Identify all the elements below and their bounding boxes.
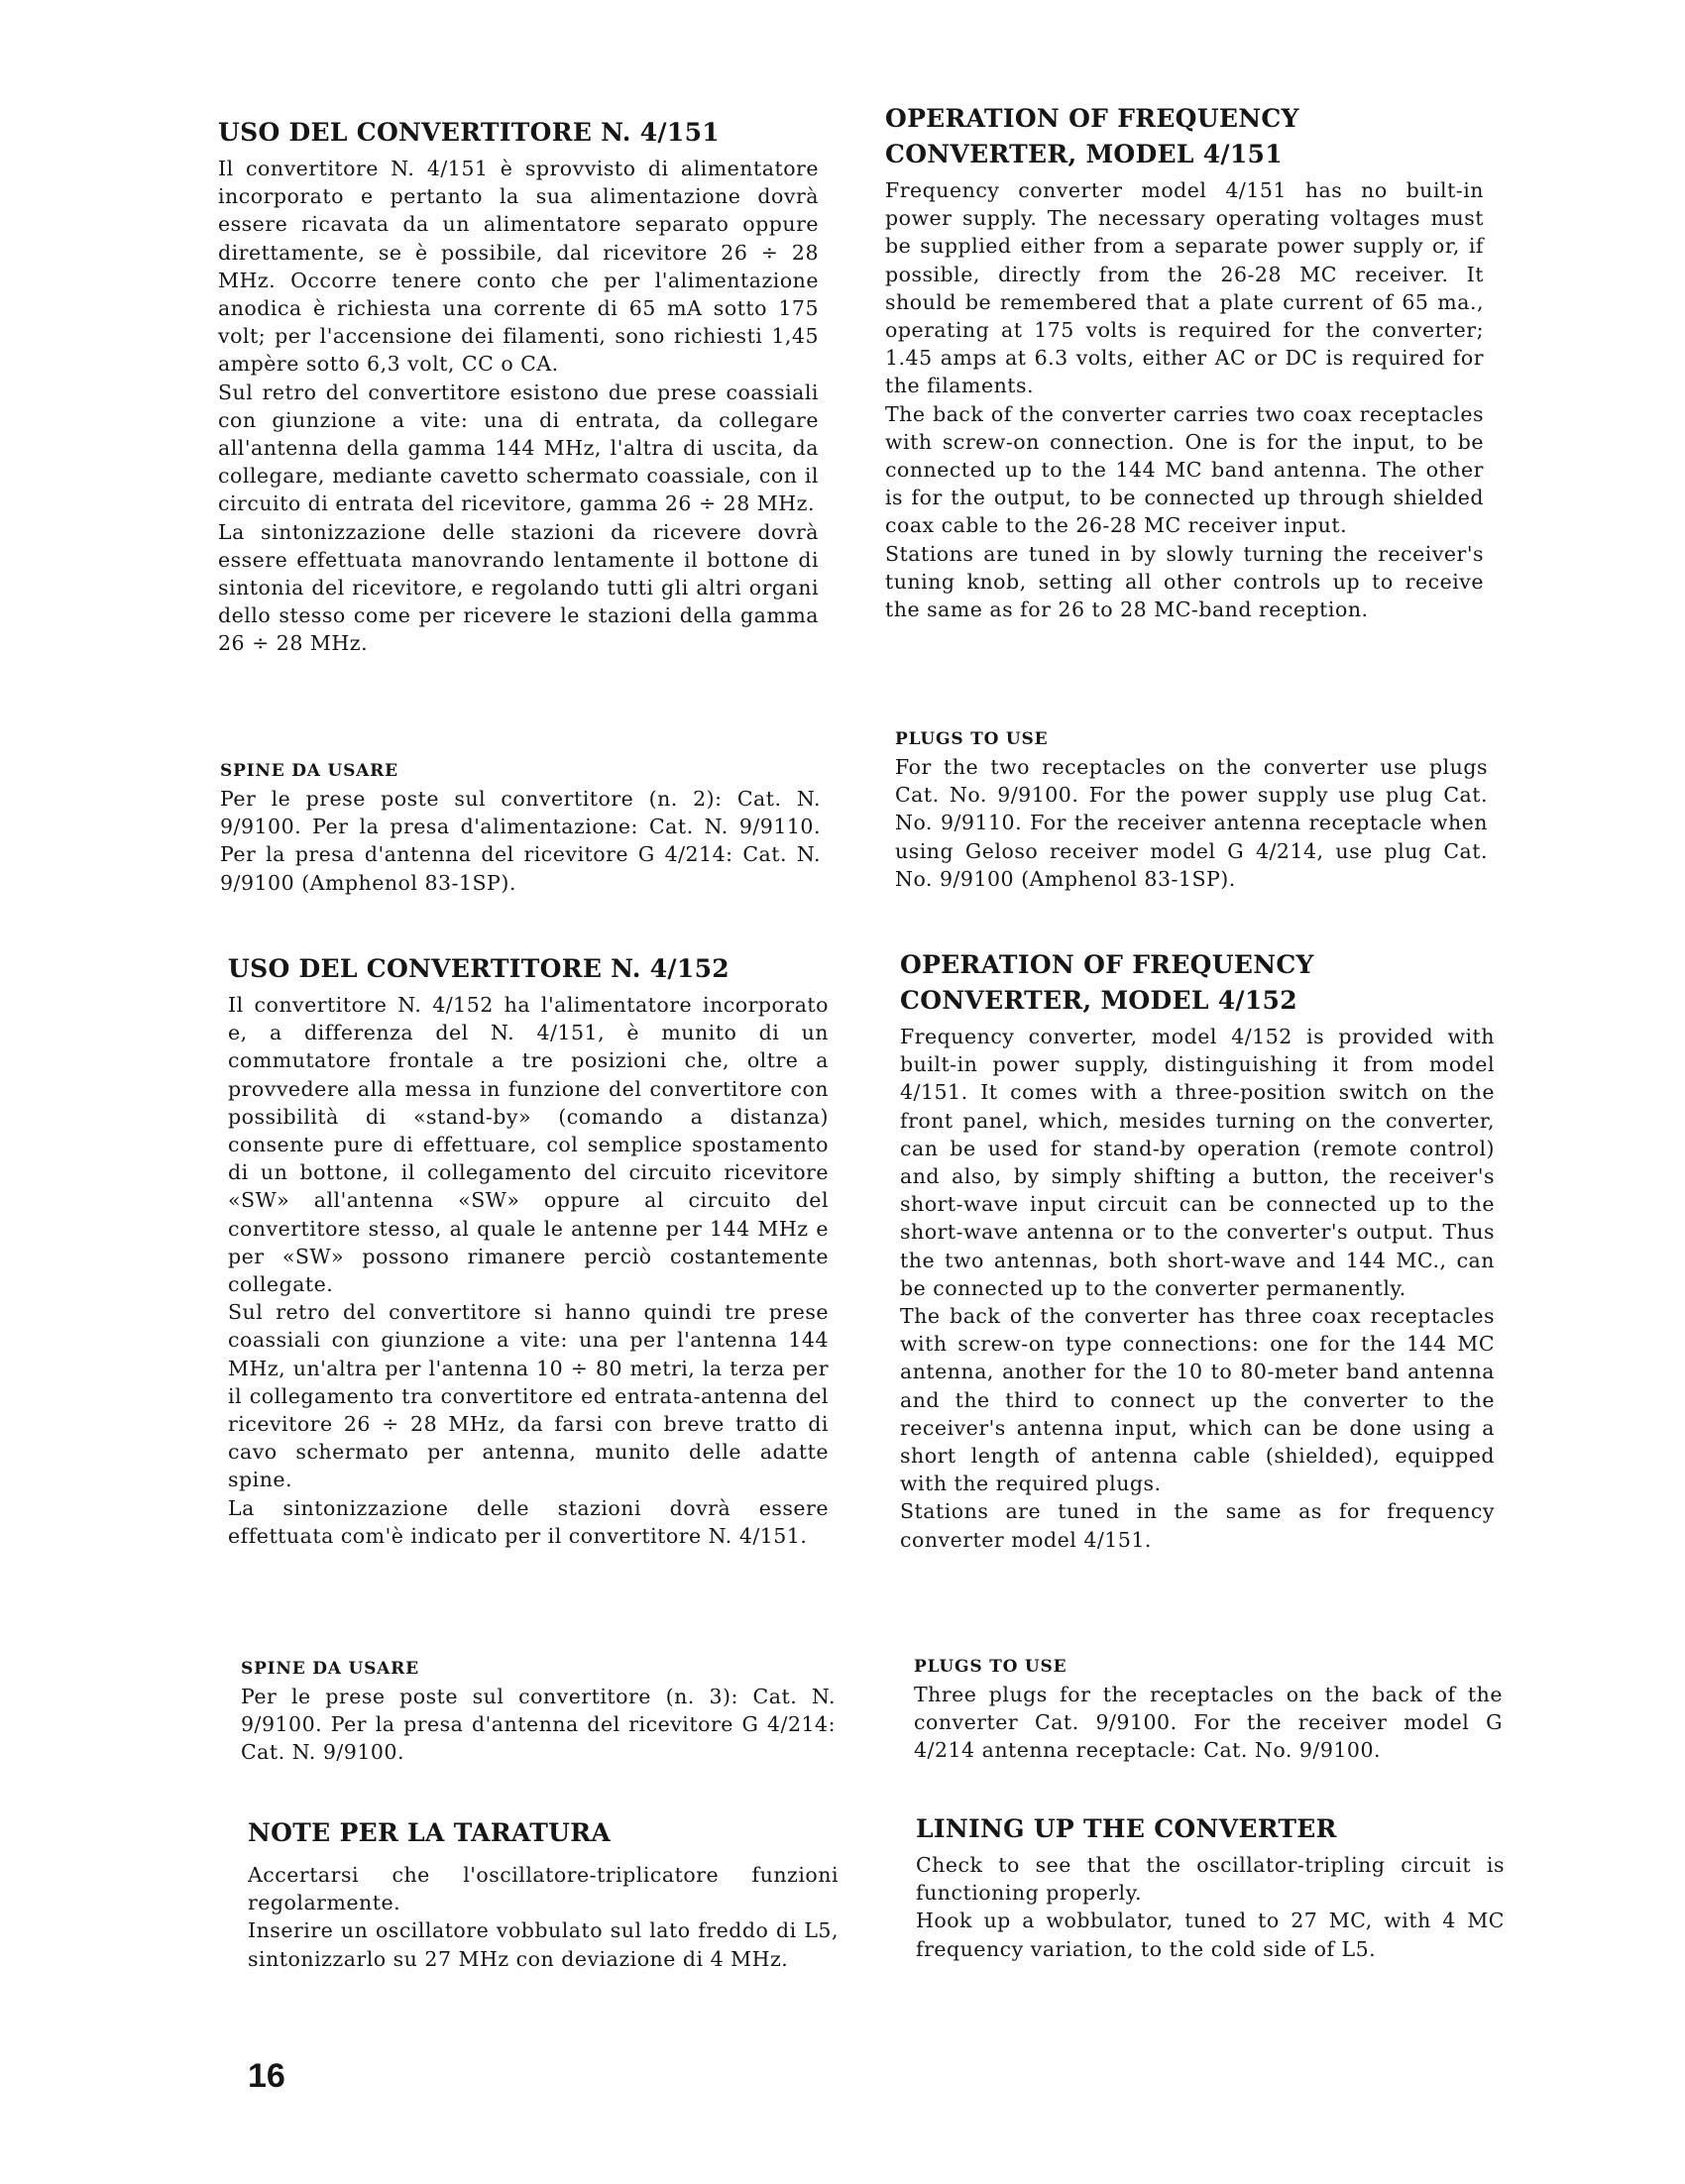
- paragraph: Per le prese poste sul convertitore (n. 3): Cat. N. 9/9100. Per la presa d'antenna del ricevitore G 4/214: Cat. N. 9/9100.: [241, 1685, 836, 1765]
- paragraph: Stations are tuned in by slowly turning the receiver's tuning knob, setting all other controls up to receive the same as for 26 to 28 MC-band reception.: [885, 541, 1484, 622]
- paragraph: Sul retro del convertitore esistono due prese coassiali con giunzione a vite: una di entrata, da collegare all'antenna della gamma 144 MHz, l'altra di uscita, da collegare, mediante cavetto schermato coassiale, con il circuito di entrata del ricevitore, gamma 26 ÷ 28 MHz.: [218, 380, 819, 516]
- section-operation-4-152: [900, 947, 1495, 1554]
- subsection-title: PLUGS TO USE: [895, 729, 1049, 749]
- section-note-taratura: [248, 1815, 839, 1973]
- section-title: LINING UP THE CONVERTER: [916, 1814, 1337, 1843]
- paragraph: The back of the converter has three coax receptacles with screw-on type connections: one for the 144 MC antenna, another for the 10 to 80-meter band antenna and the third to connect up the converter to the receiver's antenna input, which can be done using a short length of antenna cable (shielded), equipped with the required plugs.: [900, 1304, 1495, 1496]
- paragraph: Frequency converter model 4/151 has no built-in power supply. The necessary operating voltages must be supplied either from a separate power supply or, if possible, directly from the 26-28 MC receiver. It should be remembered that a plate current of 65 ma., operating at 175 volts is required for the converter; 1.45 amps at 6.3 volts, either AC or DC is required for the filaments.: [885, 178, 1484, 398]
- paragraph: Inserire un oscillatore vobbulato sul lato freddo di L5, sintonizzarlo su 27 MHz con deviazione di 4 MHz.: [248, 1918, 839, 1971]
- paragraph: La sintonizzazione delle stazioni dovrà essere effettuata com'è indicato per il convertitore N. 4/151.: [228, 1495, 829, 1548]
- page-number: 16: [248, 2057, 285, 2095]
- section-operation-4-151: [885, 101, 1484, 623]
- section-title-line2: CONVERTER, MODEL 4/151: [885, 140, 1283, 168]
- paragraph: Check to see that the oscillator-tripling circuit is functioning properly.: [916, 1853, 1505, 1906]
- subsection-spine-4-152: [241, 1657, 836, 1767]
- subsection-title: SPINE DA USARE: [220, 761, 398, 781]
- paragraph: La sintonizzazione delle stazioni da ricevere dovrà essere effettuata manovrando lentamente il bottone di sintonia del ricevitore, e regolando tutti gli altri organi dello stesso come per ricevere le stazioni della gamma 26 ÷ 28 MHz.: [218, 519, 819, 656]
- section-title-line2: CONVERTER, MODEL 4/152: [900, 986, 1297, 1015]
- paragraph: Per le prese poste sul convertitore (n. 2): Cat. N. 9/9100. Per la presa d'alimentazione: Cat. N. 9/9110. Per la presa d'antenna del ricevitore G 4/214: Cat. N. 9/9100 (Amphenol 83-1SP).: [220, 787, 821, 895]
- subsection-title: SPINE DA USARE: [241, 1659, 419, 1679]
- section-title-line1: OPERATION OF FREQUENCY: [900, 950, 1314, 979]
- paragraph: Hook up a wobbulator, tuned to 27 MC, with 4 MC frequency variation, to the cold side of L5.: [916, 1909, 1505, 1961]
- subsection-plugs-4-151: [895, 727, 1488, 893]
- paragraph: Il convertitore N. 4/152 ha l'alimentatore incorporato e, a differenza del N. 4/151, è munito di un commutatore frontale a tre posizioni che, oltre a provvedere alla messa in funzione del convertitore con possibilità di «stand-by» (comando a distanza) consente pure di effettuare, col semplice spostamento di un bottone, il collegamento del circuito ricevitore «SW» all'antenna «SW» oppure al circuito del convertitore stesso, al quale le antenne per 144 MHz e per «SW» possono rimanere perciò costantemente collegate.: [228, 993, 829, 1297]
- subsection-title: PLUGS TO USE: [914, 1657, 1067, 1677]
- paragraph: Sul retro del convertitore si hanno quindi tre prese coassiali con giunzione a vite: una per l'antenna 144 MHz, un'altra per l'antenna 10 ÷ 80 metri, la terza per il collegamento tra convertitore ed entrata-antenna del ricevitore 26 ÷ 28 MHz, da farsi con breve tratto di cavo schermato per antenna, munito delle adatte spine.: [228, 1300, 829, 1492]
- section-title: USO DEL CONVERTITORE N. 4/152: [228, 954, 730, 983]
- paragraph: Accertarsi che l'oscillatore-triplicatore funzioni regolarmente.: [248, 1863, 839, 1915]
- paragraph: Il convertitore N. 4/151 è sprovvisto di alimentatore incorporato e pertanto la sua alimentazione dovrà essere ricavata da un alimentatore separato oppure direttamente, se è possibile, dal ricevitore 26 ÷ 28 MHz. Occorre tenere conto che per l'alimentazione anodica è richiesta una corrente di 65 mA sotto 175 volt; per l'accensione dei filamenti, sono richiesti 1,45 ampère sotto 6,3 volt, CC o CA.: [218, 157, 819, 377]
- section-uso-4-152: [228, 951, 829, 1550]
- paragraph: For the two receptacles on the converter use plugs Cat. No. 9/9100. For the power supply use plug Cat. No. 9/9110. For the receiver antenna receptacle when using Geloso receiver model G 4/214, use plug Cat. No. 9/9100 (Amphenol 83-1SP).: [895, 755, 1488, 891]
- paragraph: Frequency converter, model 4/152 is provided with built-in power supply, distinguishing it from model 4/151. It comes with a three-position switch on the front panel, which, mesides turning on the converter, can be used for stand-by operation (remote control) and also, by simply shifting a button, the receiver's short-wave input circuit can be connected up to the short-wave antenna or to the converter's output. Thus the two antennas, both short-wave and 144 MC., can be connected up to the converter permanently.: [900, 1025, 1495, 1300]
- subsection-plugs-4-152: [914, 1655, 1503, 1765]
- section-title: NOTE PER LA TARATURA: [248, 1818, 612, 1847]
- paragraph: Stations are tuned in the same as for frequency converter model 4/151.: [900, 1499, 1495, 1552]
- paragraph: The back of the converter carries two coax receptacles with screw-on connection. One is for the input, to be connected up to the 144 MC band antenna. The other is for the output, to be connected up through shielded coax cable to the 26-28 MC receiver input.: [885, 401, 1484, 538]
- section-uso-4-151: [218, 115, 819, 658]
- section-title-line1: OPERATION OF FREQUENCY: [885, 104, 1299, 133]
- paragraph: Three plugs for the receptacles on the back of the converter Cat. 9/9100. For the receiver model G 4/214 antenna receptacle: Cat. No. 9/9100.: [914, 1683, 1503, 1763]
- subsection-spine-4-151: [220, 759, 821, 897]
- section-lining-up: [916, 1811, 1505, 1963]
- section-title: USO DEL CONVERTITORE N. 4/151: [218, 118, 720, 147]
